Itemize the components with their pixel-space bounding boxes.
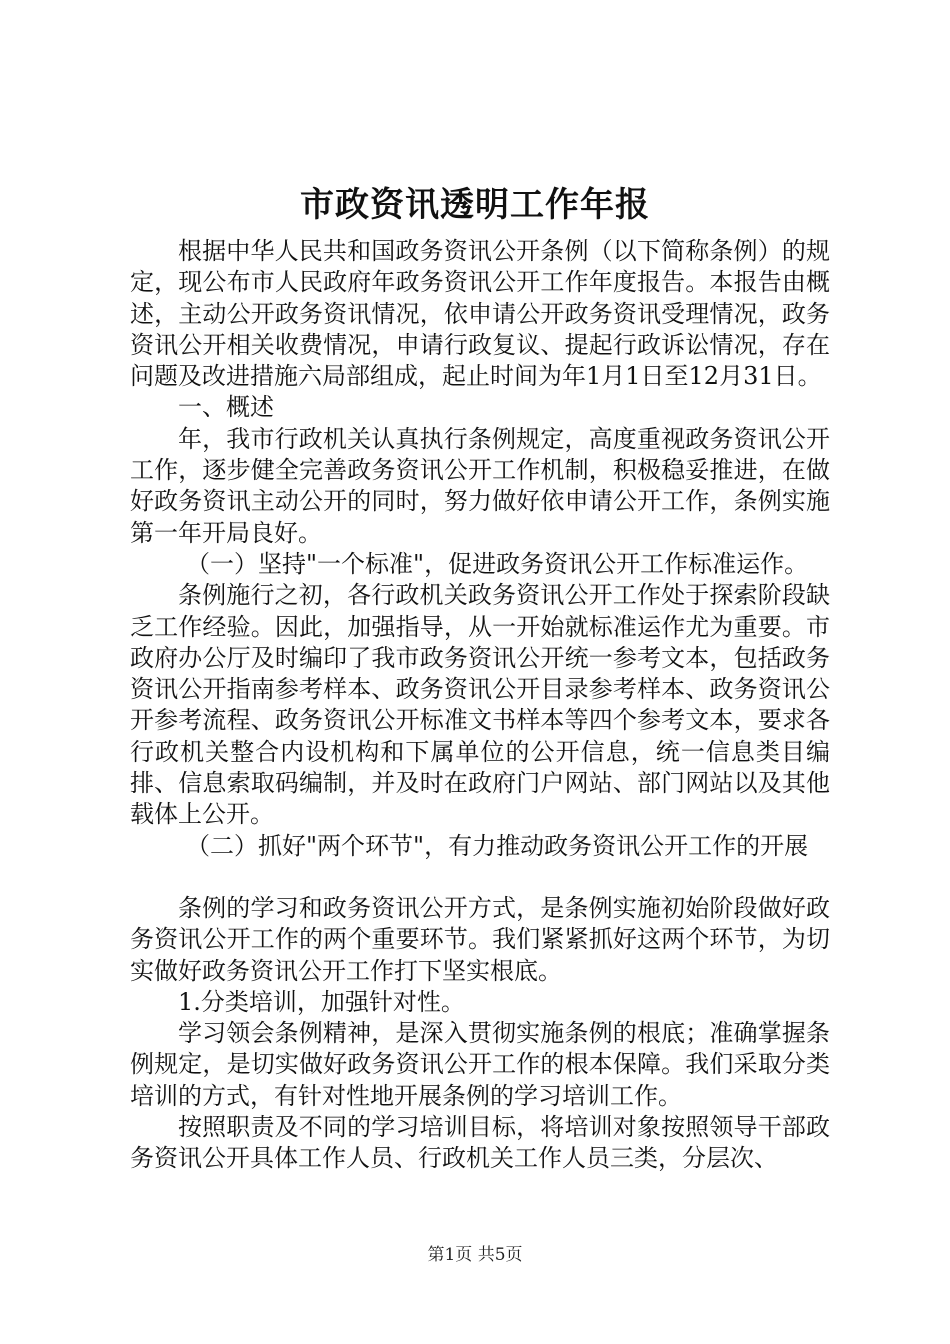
paragraph-two-links: 条例的学习和政务资讯公开方式，是条例实施初始阶段做好政务资讯公开工作的两个重要环节。我们紧紧抓好这两个环节，为切实做好政务资讯公开工作打下坚实根底。	[130, 893, 830, 985]
paragraph-training: 学习领会条例精神，是深入贯彻实施条例的根底；准确掌握条例规定，是切实做好政务资讯公开工作的根本保障。我们采取分类培训的方式，有针对性地开展条例的学习培训工作。	[130, 1019, 830, 1110]
paragraph-training-targets: 按照职责及不同的学习培训目标，将培训对象按照领导干部政务资讯公开具体工作人员、行政机关工作人员三类，分层次、	[130, 1113, 830, 1173]
item-heading-training: 1.分类培训，加强针对性。	[178, 987, 465, 1016]
subsection-heading-one-standard: （一）坚持"一个标准"，促进政务资讯公开工作标准运作。	[186, 549, 809, 578]
paragraph-gap	[130, 862, 830, 893]
paragraph-standard: 条例施行之初，各行政机关政务资讯公开工作处于探索阶段缺乏工作经验。因此，加强指导，从一开始就标准运作尤为重要。市政府办公厅及时编印了我市政务资讯公开统一参考文本，包括政务资讯公开指南参考样本、政务资讯公开目录参考样本、政务资讯公开参考流程、政务资讯公开标准文书样本等四个参考文本，要求各行政机关整合内设机构和下属单位的公开信息，统一信息类目编排、信息索取码编制，并及时在政府门户网站、部门网站以及其他载体上公开。	[130, 581, 830, 829]
paragraph-intro: 根据中华人民共和国政务资讯公开条例（以下简称条例）的规定，现公布市人民政府年政务资讯公开工作年度报告。本报告由概述，主动公开政务资讯情况，依申请公开政务资讯受理情况，政务资讯公开相关收费情况，申请行政复议、提起行政诉讼情况，存在问题及改进措施六局部组成，起止时间为年1月1日至12月31日。	[130, 237, 830, 391]
document-title: 市政资讯透明工作年报	[300, 185, 650, 225]
subsection-heading-two-links: （二）抓好"两个环节"，有力推动政务资讯公开工作的开展	[186, 831, 809, 860]
page-footer: 第1页 共5页	[427, 1245, 523, 1265]
document-body	[130, 236, 830, 1175]
section-heading-overview: 一、概述	[178, 393, 274, 422]
paragraph-overview: 年，我市行政机关认真执行条例规定，高度重视政务资讯公开工作，逐步健全完善政务资讯公开工作机制，积极稳妥推进，在做好政务资讯主动公开的同时，努力做好依申请公开工作，条例实施第一年开局良好。	[130, 424, 830, 547]
